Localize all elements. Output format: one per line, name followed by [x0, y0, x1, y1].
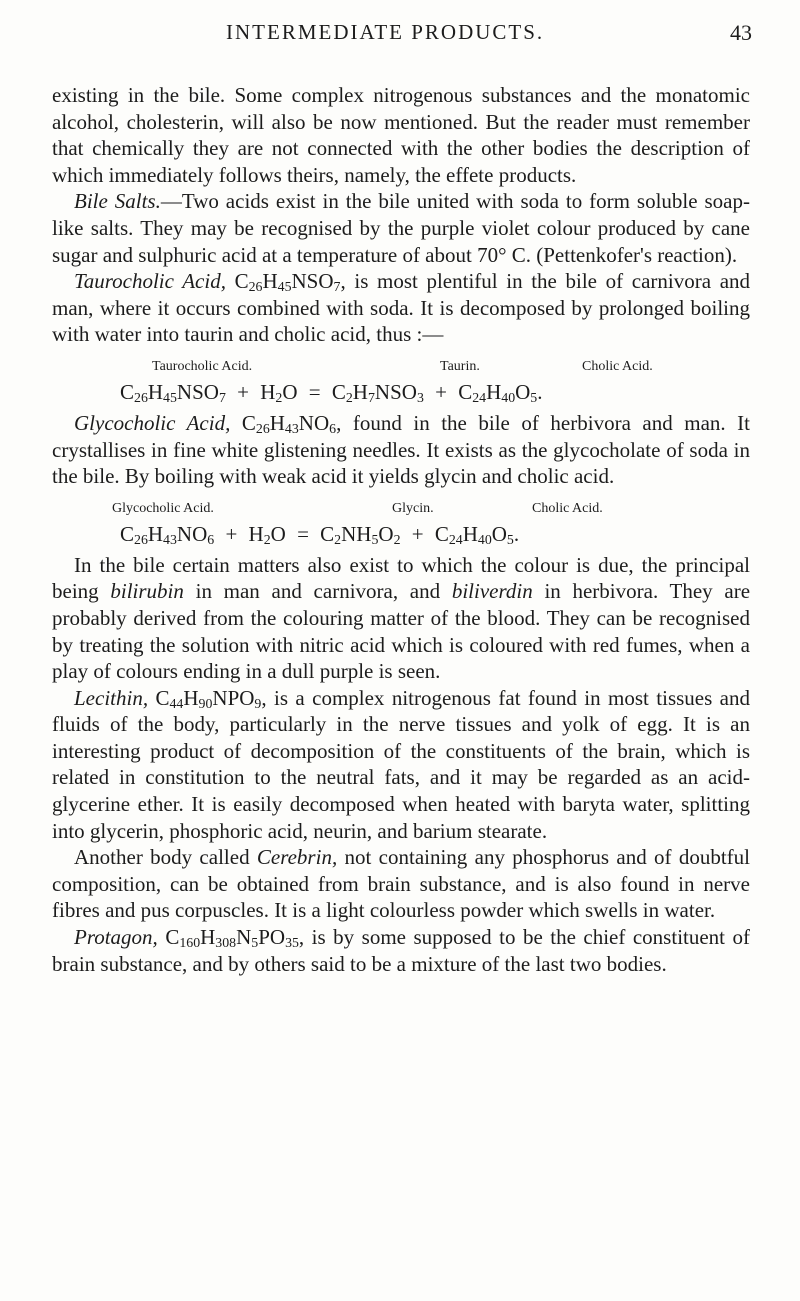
bile-salts-text: —Two acids exist in the bile united with soda to form soluble soap-like salts. They may be recognised by the purple violet colour produced by cane sugar and sulphuric acid at a temperature of about 70° C. (Pettenkofer's reaction).: [52, 189, 750, 267]
term-lecithin: Lecithin,: [74, 685, 149, 710]
equals-sign: =: [297, 521, 309, 546]
equation2-labels: [52, 498, 750, 520]
term-glycocholic: Glycocholic Acid,: [74, 410, 231, 435]
label-cholic-acid: Cholic Acid.: [582, 358, 653, 374]
taurocholic-text: , is most plentiful in the bile of carnivora and man, where it occurs combined with soda. It is decomposed by prolonged boiling with water into taurin and cholic acid, thus :—: [52, 269, 751, 347]
running-head: INTERMEDIATE PRODUCTS.: [226, 20, 545, 44]
label-glycocholic-acid: Glycocholic Acid.: [112, 500, 214, 516]
term-bile-salts: Bile Salts.: [74, 189, 161, 214]
protagon-text: , is by some supposed to be the chief constituent of brain substance, and by others said to be a mixture of the last two bodies.: [52, 925, 750, 976]
label-glycin: Glycin.: [392, 500, 434, 516]
equals-sign: =: [308, 379, 321, 404]
paragraph-glycocholic: [52, 410, 750, 490]
formula-protagon: $C_{160}H_{308}N_5PO_{35}$: [165, 925, 299, 951]
label-taurocholic-acid: Taurocholic Acid.: [152, 358, 253, 374]
formula-glycocholic: $C_{26}H_{43}NO_6$: [241, 410, 337, 436]
term-biliverdin: biliverdin: [451, 579, 533, 604]
paragraph-cerebrin: Another body called Cerebrin, not containing any phosphorus and of doubtful composition, can be obtained from brain substance, and is also found in nerve fibres and pus corpuscles. It is a light colourless powder which swells in water.: [52, 845, 750, 923]
eq2-glycocholic-formula: $C_{26}H_{43}NO_6$: [120, 521, 215, 547]
term-protagon: Protagon,: [74, 925, 158, 950]
eq1-taurin-formula: $C_2H_7NSO_3$: [331, 379, 424, 405]
eq1-water-formula: $H_2O$: [260, 379, 298, 405]
paragraph-lecithin: [52, 685, 750, 845]
paragraph-continued: existing in the bile. Some complex nitrogenous substances and the monatomic alcohol, cholesterin, will also be now mentioned. But the reader must remember that chemically they are not connected with the other bodies the description of which immediately follows theirs, namely, the effete products.: [52, 83, 750, 187]
label-taurin: Taurin.: [440, 358, 480, 374]
eq2-cholic-formula: $C_{24}H_{40}O_5$.: [434, 521, 520, 547]
paragraph-pigments: In the bile certain matters also exist to which the colour is due, the principal being bilirubin in man and carnivora, and biliverdin in herbivora. They are probably derived from the colouring matter of the blood. They can be recognised by treating the solution with nitric acid which is coloured with red fumes, when a play of colours ending in a dull purple is seen.: [52, 552, 751, 684]
plus-sign: +: [225, 521, 238, 546]
plus-sign: +: [435, 379, 447, 404]
term-taurocholic: Taurocholic Acid,: [74, 269, 226, 294]
plus-sign: +: [411, 521, 424, 546]
paragraph-protagon: [52, 924, 750, 977]
eq1-taurocholic-formula: $C_{26}H_{45}NSO_7$: [120, 379, 226, 405]
page-header: [0, 18, 800, 54]
plus-sign: +: [237, 379, 249, 404]
term-bilirubin: bilirubin: [110, 579, 184, 604]
equation1: [52, 378, 750, 406]
lecithin-text: , is a complex nitrogenous fat found in most tissues and fluids of the body, particularly in the nerve tissues and yolk of egg. It is an interesting product of decomposition of the constituents of the brain, which is related in constitution to the neutral fats, and it may be regarded as an acid-glycerine ether. It is easily decomposed when heated with baryta water, splitting into glycerin, phosphoric acid, neurin, and barium stearate.: [52, 685, 750, 843]
eq2-water-formula: $H_2O$: [248, 521, 286, 547]
formula-lecithin: $C_{44}H_{90}NPO_9$: [155, 685, 262, 711]
term-cerebrin: Cerebrin,: [256, 845, 338, 870]
formula-taurocholic: $C_{26}H_{45}NSO_7$: [234, 269, 341, 295]
paragraph-bile-salts: [52, 188, 750, 268]
paragraph-taurocholic: [52, 268, 750, 348]
equation1-labels: [52, 356, 750, 378]
glycocholic-text: , found in the bile of herbivora and man. It crystallises in fine white glistening needles. It exists as the glycocholate of soda in the bile. By boiling with weak acid it yields glycin and cholic acid.: [52, 410, 751, 489]
eq1-cholic-formula: $C_{24}H_{40}O_5$.: [458, 379, 543, 405]
label-cholic-acid: Cholic Acid.: [532, 500, 603, 516]
equation2: [52, 520, 750, 548]
page-number: 43: [730, 20, 752, 45]
eq2-glycin-formula: $C_2NH_5O_2$: [320, 521, 401, 547]
page-body: [52, 82, 750, 977]
